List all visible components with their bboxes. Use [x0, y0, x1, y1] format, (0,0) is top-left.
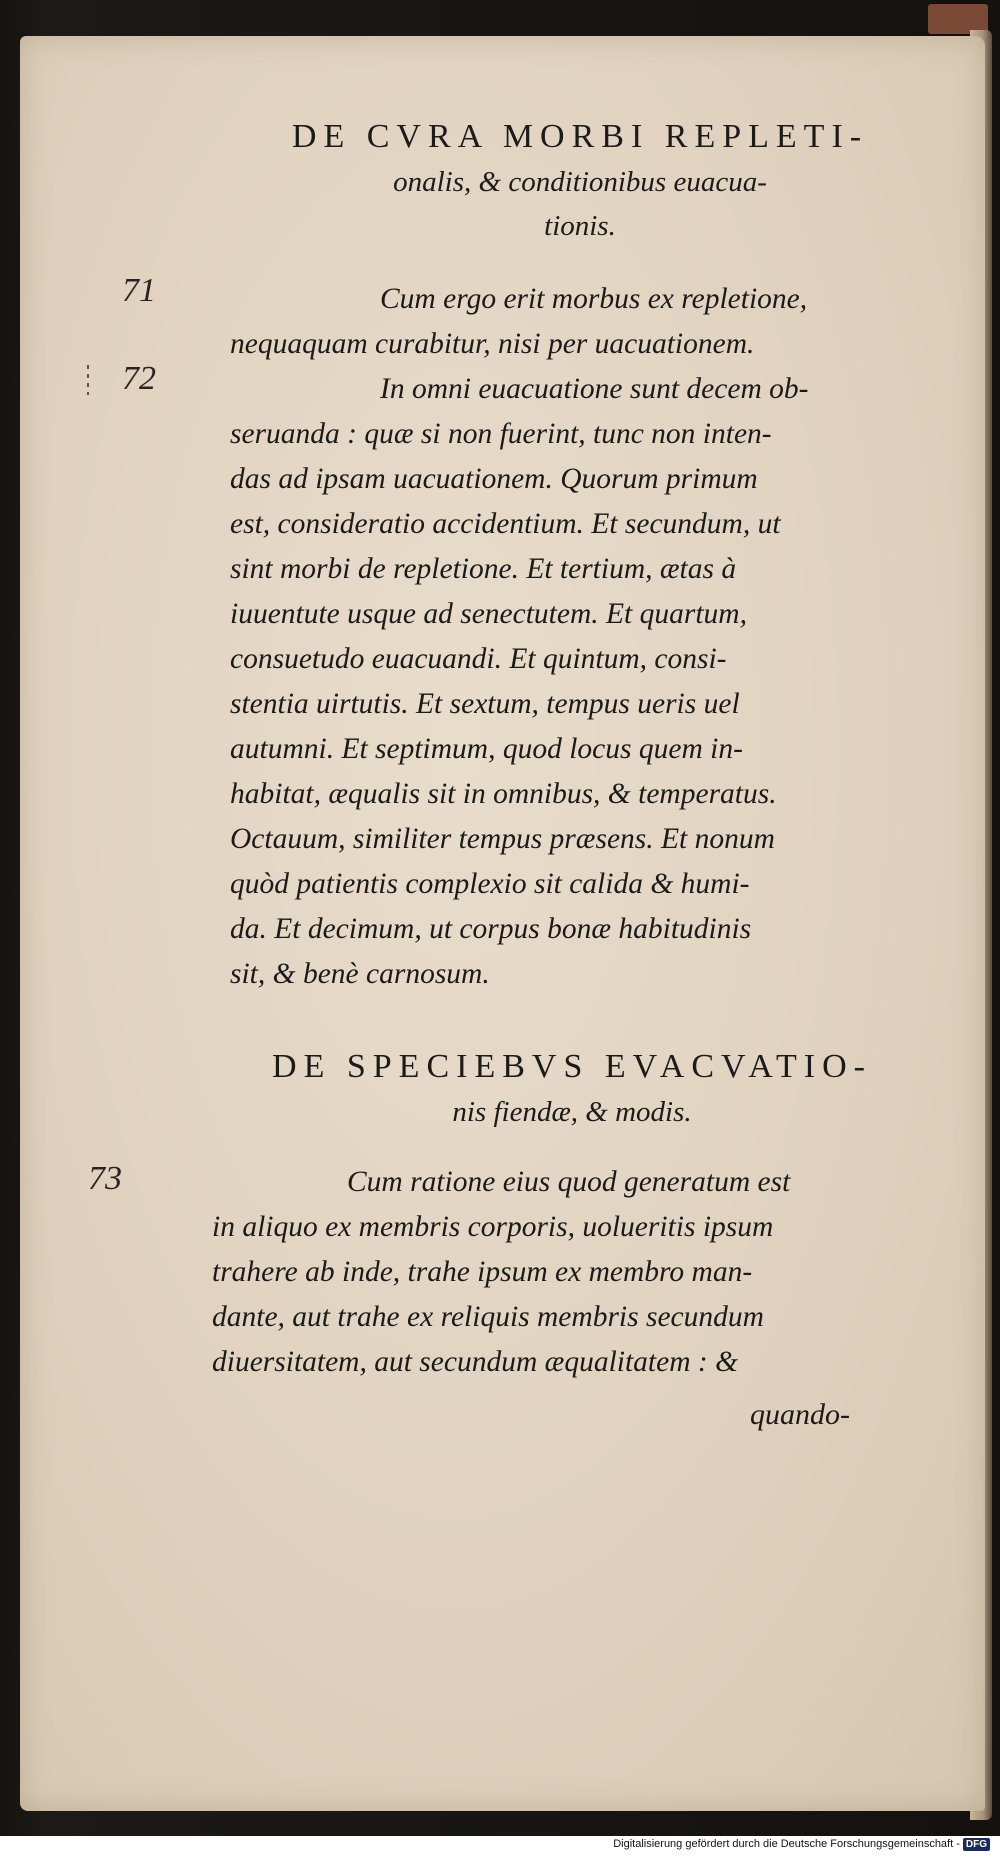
heading-1-line-2: onalis, & conditionibus euacua-	[393, 166, 767, 198]
heading-2-line-2: nis fiendæ, & modis.	[452, 1096, 692, 1128]
paragraph-1	[230, 277, 910, 367]
margin-number-71: 71	[122, 272, 156, 309]
heading-1-line-3: tionis.	[544, 210, 616, 242]
heading-1-caps: DE CVRA MORBI REPLETI-	[291, 118, 869, 155]
para-1-line: Cum ergo erit morbus ex repletione,	[380, 283, 808, 315]
heading-2-caps: DE SPECIEBVS EVACVATIO-	[272, 1048, 872, 1085]
para-2-line: sint morbi de repletione. Et tertium, ætas à	[230, 553, 737, 585]
para-1-line: nequaquam curabitur, nisi per uacuationem.	[230, 328, 755, 360]
para-3-line: Cum ratione eius quod generatum est	[347, 1166, 791, 1198]
margin-number-73: 73	[88, 1160, 122, 1197]
para-2-line: seruanda : quæ si non fuerint, tunc non inten-	[230, 418, 772, 450]
credit-text: Digitalisierung gefördert durch die Deutsche Forschungsgemeinschaft -	[613, 1838, 960, 1850]
para-2-line: stentia uirtutis. Et sextum, tempus ueris uel	[230, 688, 740, 720]
catchword: quando-	[750, 1398, 850, 1431]
para-2-line: consuetudo euacuandi. Et quintum, consi-	[230, 643, 727, 675]
para-2-line: est, consideratio accidentium. Et secundum, ut	[230, 508, 781, 540]
para-2-line: iuuentute usque ad senectutem. Et quartum,	[230, 598, 747, 630]
para-2-line: habitat, æqualis sit in omnibus, & temperatus.	[230, 778, 777, 810]
para-2-line: quòd patientis complexio sit calida & humi-	[230, 868, 750, 900]
chapter-heading-2	[222, 1048, 922, 1134]
chapter-heading-1	[240, 118, 920, 248]
para-3-line: in aliquo ex membris corporis, uolueritis ipsum	[212, 1211, 774, 1243]
para-3-line: trahere ab inde, trahe ipsum ex membro man-	[212, 1256, 753, 1288]
digitization-credit	[613, 1838, 990, 1851]
paragraph-2	[230, 367, 910, 997]
para-2-line: Octauum, similiter tempus præsens. Et nonum	[230, 823, 775, 855]
margin-number-72: 72	[122, 360, 156, 397]
para-2-line: da. Et decimum, ut corpus bonæ habitudinis	[230, 913, 752, 945]
paragraph-3	[212, 1160, 882, 1385]
para-2-line: das ad ipsam uacuationem. Quorum primum	[230, 463, 758, 495]
para-3-line: diuersitatem, aut secundum æqualitatem : &	[212, 1346, 739, 1378]
margin-tick-mark	[87, 365, 89, 395]
dfg-logo: DFG	[963, 1838, 990, 1851]
para-2-line: sit, & benè carnosum.	[230, 958, 490, 990]
para-2-line: autumni. Et septimum, quod locus quem in-	[230, 733, 743, 765]
para-3-line: dante, aut trahe ex reliquis membris secundum	[212, 1301, 764, 1333]
para-2-line: In omni euacuatione sunt decem ob-	[380, 373, 809, 405]
